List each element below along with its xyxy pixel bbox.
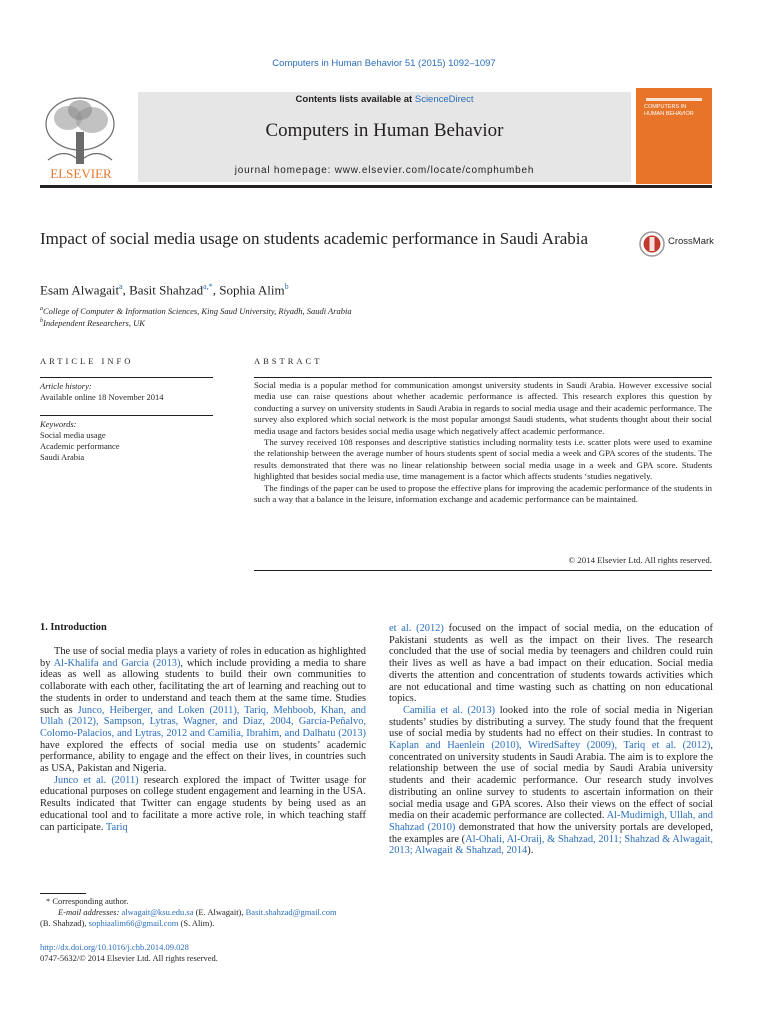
issn-line: 0747-5632/© 2014 Elsevier Ltd. All rights reserved. [40,953,218,963]
section-heading-introduction: 1. Introduction [40,622,107,633]
keyword-item: Academic performance [40,441,120,451]
citation-link[interactable]: Kaplan and Haenlein (2010), WiredSaftey (2009), Tariq et al. (2012) [389,740,711,752]
abstract-body [254,380,712,505]
divider [254,570,712,571]
keywords-list [40,430,120,463]
footnotes: * Corresponding author. E-mail addresses: alwagait@ksu.edu.sa (E. Alwagait), Basit.shahzad@gmail.com (B. Shahzad), sophiaalim66@gmail.com (S. Alim). [40,896,366,929]
citation-link[interactable]: Al-Mudimigh, Ullah, and Shahzad (2010) [389,810,713,833]
abstract-paragraph: Social media is a popular method for communication amongst university students in Saudi Arabia. However excessive social media use can raise questions about whether academic performance is affected. This research explores this question by conducting a survey on university students in Saudi Arabia in regards to social media usage and their academic performance. The survey also explored which social network is the most popular amongst Saudi students, what students thought about their social media usage and factors besides social media usage which negatively affect academic performance. [254,380,712,436]
citation-link[interactable]: Al-Khalifa and Garcia (2013) [53,657,181,669]
author-list: Esam Alwagait$^a$, Basit Shahzad$^{a,*}$, Sophia Alim$^b$ [40,282,289,298]
email-link[interactable]: alwagait@ksu.edu.sa [121,907,194,917]
author-name[interactable]: Sophia Alim [219,282,285,298]
body-paragraph: The use of social media plays a variety of roles in education as highlighted by Al-Khalifa and Garcia (2013), which include providing a media to share ideas as well as allowing students to build their own communities to collaborate with each other, facilitating the art of learning and reaching out to the students in order to understand and teach them at the same time. Studies such as Junco, Heiberger, and Loken (2011), Tariq, Mehboob, Khan, and Ullah (2012), Sampson, Lytras, Wagner, and Diaz, 2004, García-Peñalvo, Colomo-Palacios, and Lytras, 2012 and Camilia, Ibrahim, and Dalhatu (2013) have explored the effects of social media use on students’ academic performance, ability to engage and the effect on their lives, in countries such as USA, Pakistan and Nigeria. [40,646,366,775]
abstract-paragraph: The findings of the paper can be used to propose the effective plans for improving the academic performance of the students in such a way that a balance in the leisure, information exchange and academic performance can be maintained. [254,482,712,505]
divider [40,377,213,378]
article-info-heading: ARTICLE INFO [40,356,134,366]
crossmark-label: CrossMark [668,236,714,247]
citation-link[interactable]: Junco, Heiberger, and Loken (2011), Tariq, Mehboob, Khan, and Ullah (2012), Sampson, Lytras, Wagner, and Diaz, 2004, García-Peñalvo, Colomo-Palacios, and Lytras, 2012 and Camilia, Ibrahim, and Dalhatu (2013) [40,704,366,739]
author-affil-sup[interactable]: a [119,282,123,291]
citation-link[interactable]: Tariq [105,821,128,833]
elsevier-logo-text: ELSEVIER [50,166,112,181]
body-paragraph: Camilia et al. (2013) looked into the role of social media in Nigerian students’ studies by distributing a survey. The study found that the frequent use of social media by students had no effect on their studies. In contrast to Kaplan and Haenlein (2010), WiredSaftey (2009), Tariq et al. (2012), concentrated on university students in Saudi Arabia. The aim is to explore the relationship between the use of social media by Saudi Arabia university students and their academic performance. Our research study involves distributing an online survey to students to ascertain information on their social media usage and GPA scores. Also their views on the effect of social media on their academic performance are collected. Al-Mudimigh, Ullah, and Shahzad (2010) demonstrated that how the university portals are developed, the examples are (Al-Ohali, Al-Oraij, & Shahzad, 2011; Shahzad & Alwagait, 2013; Alwagait & Shahzad, 2014). [389,704,714,857]
footnote-rule [40,893,86,894]
contents-prefix: Contents lists available at [295,94,415,105]
article-title: Impact of social media usage on students academic performance in Saudi Arabia [40,229,589,248]
journal-cover-image[interactable] [636,88,712,184]
body-column-left [40,646,366,833]
keyword-item: Social media usage [40,430,106,440]
sciencedirect-link[interactable]: ScienceDirect [414,94,474,105]
body-column-right [389,623,713,857]
citation-link[interactable]: Camilia et al. (2013) [403,704,496,716]
body-paragraph: et al. (2012) focused on the impact of social media, on the education of Pakistani students as well as the impact on their lives. The research concluded that the use of social media by teenagers and children could ruin their lives as well as have a bad impact on their education. Social media diverts the attention and concentration of students towards activities which are not educational and time wasting such as chatting on non educational topics. [389,623,713,705]
divider [40,415,213,416]
keyword-item: Saudi Arabia [40,452,85,462]
journal-citation-link[interactable]: Computers in Human Behavior 51 (2015) 1092–1097 [272,58,496,69]
citation-link[interactable]: Al-Ohali, Al-Oraij, & Shahzad, 2011; Shahzad & Alwagait, 2013; Alwagait & Shahzad, 2014 [389,833,713,857]
author-name[interactable]: Esam Alwagait [40,282,120,298]
divider [254,377,712,378]
email-link[interactable]: sophiaalim66@gmail.com [88,918,179,928]
history-value: Available online 18 November 2014 [40,392,164,402]
doi-block [40,942,218,964]
abstract-paragraph: The survey received 108 responses and descriptive statistics including normality tests i.e. scatter plots were used to examine the relationship between the average number of hours students spent of social media a week and GPA scores of the students. The results demonstrated that there was no linear relationship between social media usage in a week and GPA score. Students highlighted that besides social media use, time management is a factor which affects students ‘studies negatively. [254,437,712,482]
affiliation-a: $^a$College of Computer & Information Sciences, King Saud University, Riyadh, Saudi Arabia [40,306,352,316]
abstract-heading: ABSTRACT [254,356,323,366]
elsevier-logo [38,92,124,182]
doi-link[interactable]: http://dx.doi.org/10.1016/j.chb.2014.09.028 [40,942,189,952]
masthead-rule [40,185,712,188]
email-link[interactable]: Basit.shahzad@gmail.com [245,907,337,917]
email-addresses: E-mail addresses: alwagait@ksu.edu.sa (E. Alwagait), Basit.shahzad@gmail.com [58,907,337,917]
body-paragraph: Junco et al. (2011) research explored the impact of Twitter usage for educational purposes on college student engagement and learning in the USA. Results indicated that Twitter can engage students by being used as an educational tool and to facilitate a more active role, in which teaching staff can participate. Tariq [40,774,366,833]
author-affil-sup[interactable]: b [284,282,289,291]
history-label: Article history: [40,381,92,391]
journal-title: Computers in Human Behavior [265,120,504,141]
citation-link[interactable]: et al. (2012) [389,623,444,634]
affiliation-b: $^b$Independent Researchers, UK [40,318,145,328]
author-name[interactable]: Basit Shahzad [129,282,204,298]
abstract-copyright: © 2014 Elsevier Ltd. All rights reserved. [568,555,712,565]
cover-title: COMPUTERS IN HUMAN BEHAVIOR [644,104,694,117]
keywords-label: Keywords: [40,419,77,429]
contents-line [138,94,631,105]
author-affil-sup[interactable]: a,* [203,282,213,291]
citation-link[interactable]: Junco et al. (2011) [54,774,139,786]
corresponding-author-note: * Corresponding author. [46,896,129,906]
journal-homepage-link[interactable]: journal homepage: www.elsevier.com/locate/comphumbeh [234,165,535,176]
